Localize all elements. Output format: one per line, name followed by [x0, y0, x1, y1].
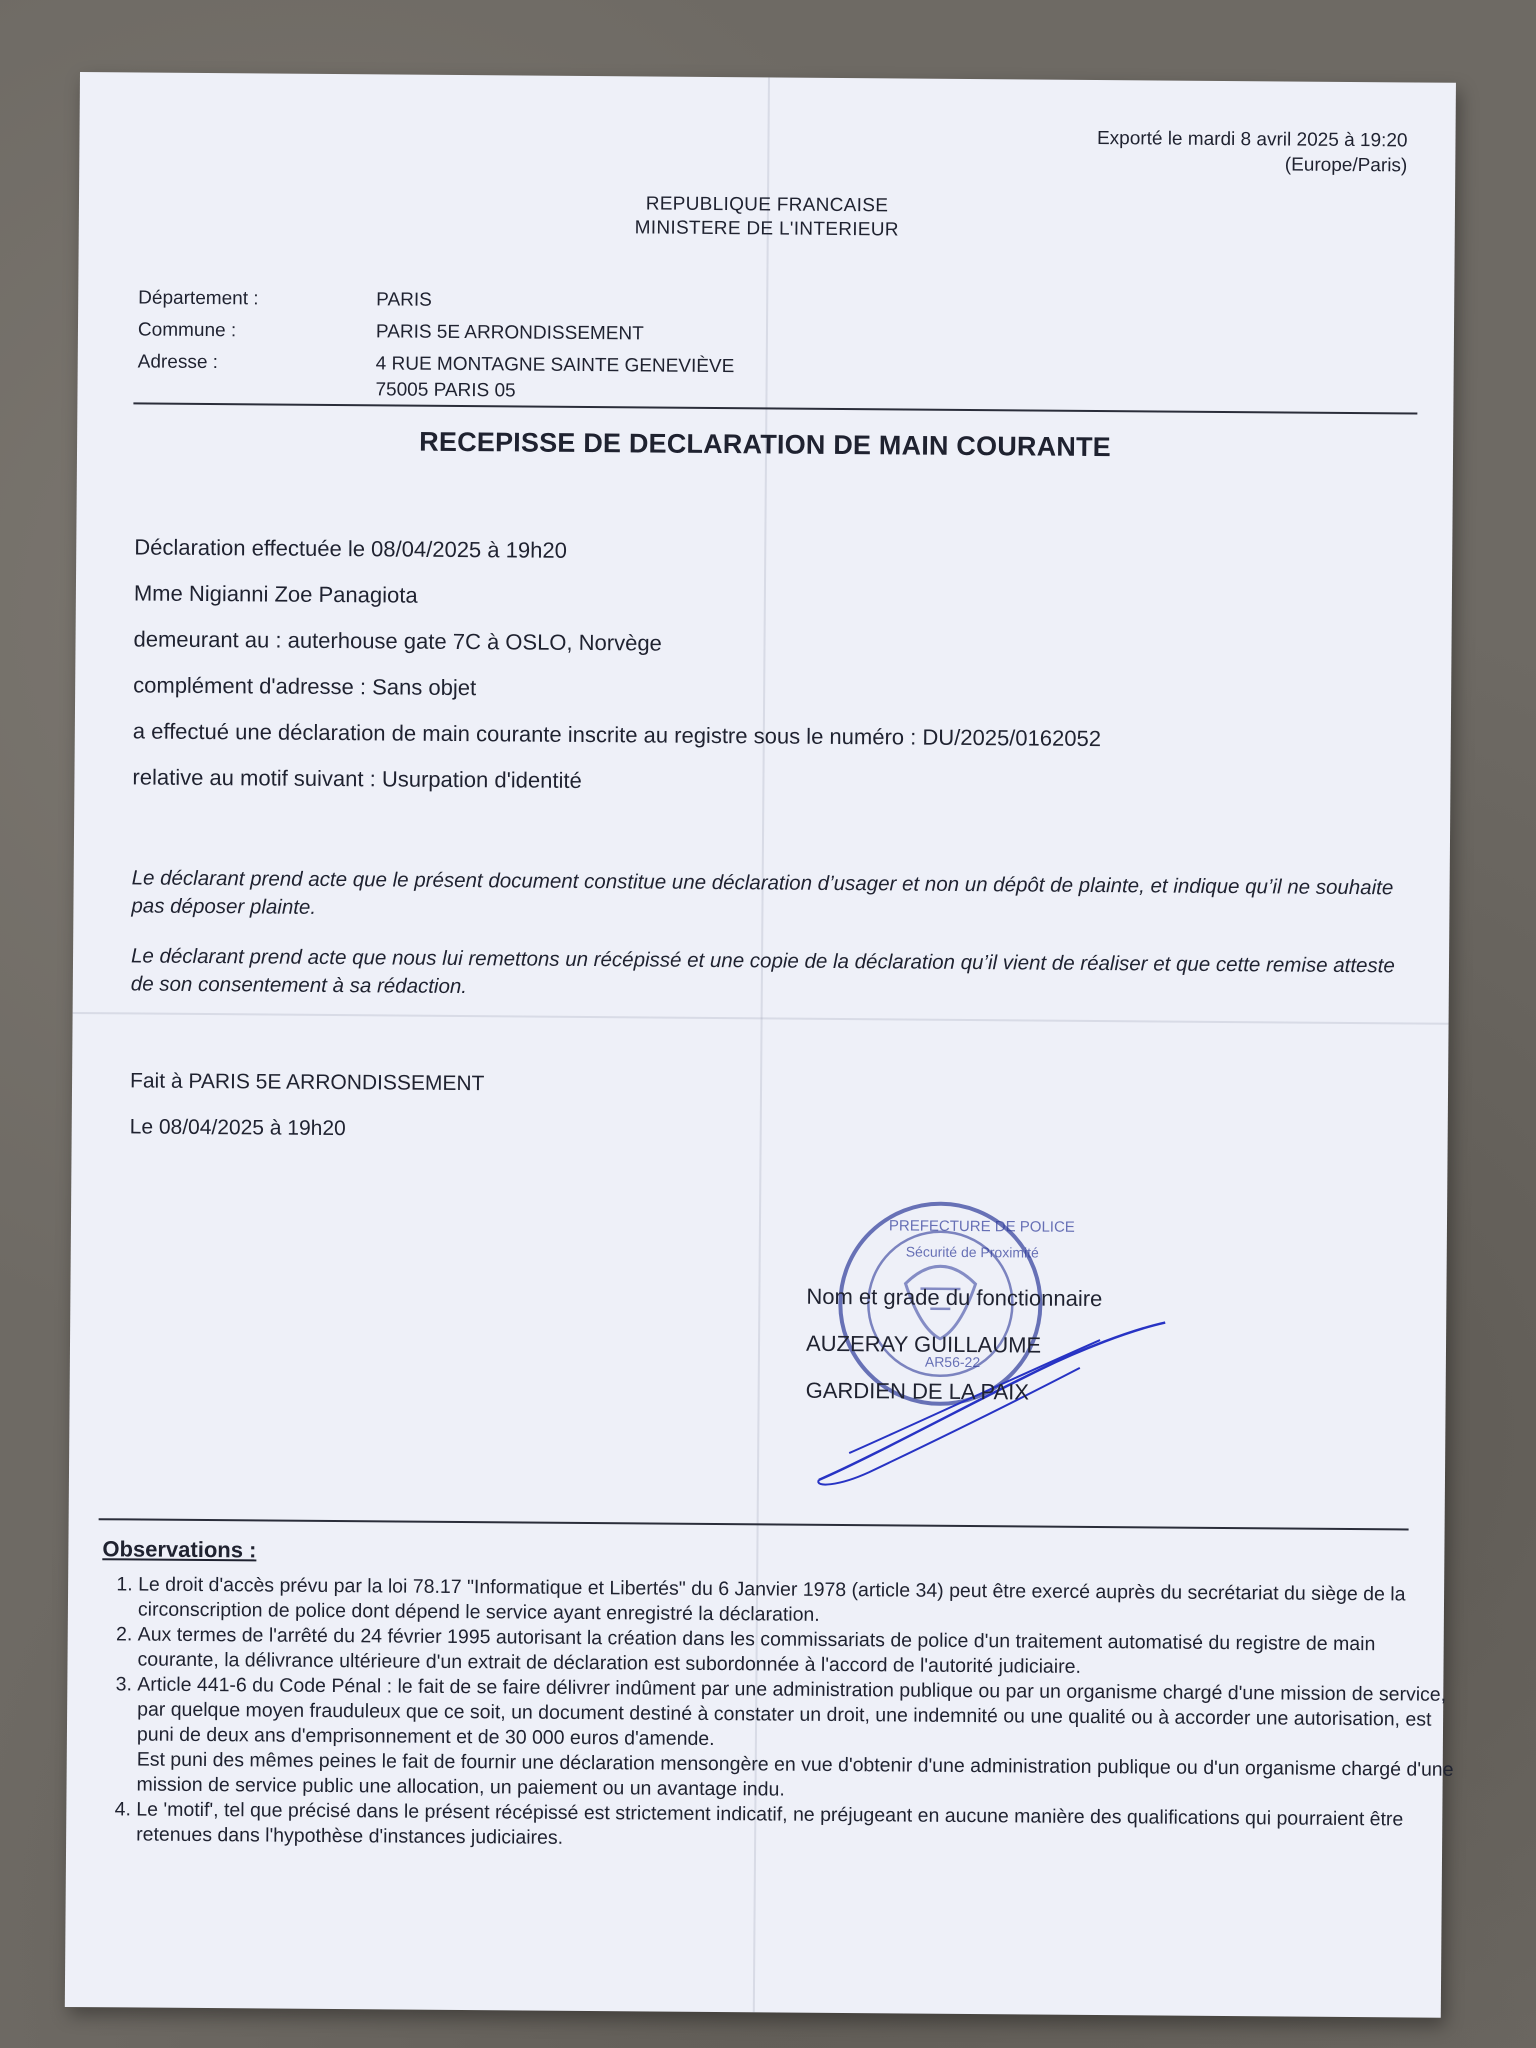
commune-row — [138, 314, 735, 351]
officer-signature-block — [805, 1273, 1102, 1416]
header-divider — [133, 402, 1417, 414]
issuer-header — [79, 188, 1455, 247]
export-line: Exporté le mardi 8 avril 2025 à 19:20 — [1096, 127, 1408, 152]
officer-grade: GARDIEN DE LA PAIX — [805, 1377, 1030, 1405]
adresse-street: 4 RUE MONTAGNE SAINTE GENEVIÈVE — [375, 353, 735, 378]
commune-value: PARIS 5E ARRONDISSEMENT — [375, 321, 644, 345]
header-republic: REPUBLIQUE FRANCAISE — [645, 193, 889, 217]
observation-item: 4. Le 'motif', tel que précisé dans le présent récépissé est strictement indicatif, ne préjugeant en aucune manière des qualifications qui pourraient être retenues dans l'hypothèse d'instances judiciaires. — [136, 1797, 1456, 1857]
officer-name: AUZERAY GUILLAUME — [805, 1330, 1042, 1358]
adresse-value — [375, 348, 734, 406]
document-title: RECEPISSE DE DECLARATION DE MAIN COURANTE — [419, 426, 1112, 463]
observations-divider — [99, 1518, 1409, 1530]
observation-text-continued: Est puni des mêmes peines le fait de fournir une déclaration mensongère en vue d'obtenir d'une administration publique ou d'un organisme chargé d'une mission de service public une allocation, un paiement ou un avantage indu. — [136, 1748, 1454, 1801]
notice-receipt: Le déclarant prend acte que nous lui remettons un récépissé et une copie de la déclaration qu’il vient de réaliser et que cette remise atteste de son consentement à sa rédaction. — [130, 944, 1395, 999]
declaration-block — [132, 534, 1102, 818]
register-number: a effectué une déclaration de main courante inscrite au registre sous le numéro : DU/2025/0162052 — [132, 718, 1102, 752]
document-sheet — [65, 72, 1456, 2018]
stamp-code-text: AR56-22 — [924, 1353, 981, 1371]
departement-row — [138, 282, 735, 319]
observation-text: Article 441-6 du Code Pénal : le fait de se faire délivrer indûment par une administration publique ou par un organisme chargé d'une mission de service, par quelque moyen frauduleux que ce soit, un document destiné à constater un droit, une indemnité ou une qualité ou à accorder une autorisation, est puni de deux ans d'emprisonnement et de 30 000 euros d'amende. — [136, 1673, 1447, 1751]
declaration-date: Déclaration effectuée le 08/04/2025 à 19h20 — [134, 534, 567, 563]
date-line: Le 08/04/2025 à 19h20 — [129, 1115, 346, 1141]
departement-label: Département : — [138, 287, 259, 310]
observations-list — [100, 1572, 1458, 1858]
place-line: Fait à PARIS 5E ARRONDISSEMENT — [129, 1069, 485, 1096]
place-date-block — [130, 1058, 485, 1153]
address-complement: complément d'adresse : Sans objet — [133, 672, 477, 701]
observation-item — [136, 1673, 1457, 1808]
adresse-row — [137, 346, 734, 406]
officer-label: Nom et grade du fonctionnaire — [806, 1283, 1103, 1312]
departement-value: PARIS — [376, 289, 432, 311]
notice-no-complaint: Le déclarant prend acte que le présent document constitue une déclaration d’usager et non un dépôt de plainte, et indique qu’il ne souhaite pas déposer plainte. — [131, 866, 1394, 919]
export-timezone: (Europe/Paris) — [1284, 154, 1408, 177]
header-ministry: MINISTERE DE L'INTERIEUR — [634, 217, 899, 241]
declaration-motive: relative au motif suivant : Usurpation d'identité — [132, 764, 582, 793]
adresse-city: 75005 PARIS 05 — [375, 379, 516, 402]
stamp-inner-text: Sécurité de Proximité — [905, 1243, 1039, 1261]
declarant-address: demeurant au : auterhouse gate 7C à OSLO, Norvège — [133, 626, 662, 656]
location-block — [137, 282, 735, 406]
declarant-name: Mme Nigianni Zoe Panagiota — [133, 580, 418, 608]
adresse-label: Adresse : — [137, 351, 219, 374]
observations-title: Observations : — [102, 1536, 257, 1563]
observation-item: 2. Aux termes de l'arrêté du 24 février 1995 autorisant la création dans les commissariats de police d'un traitement automatisé du registre de main courante, la délivrance ultérieure d'un extrait de déclaration est subordonnée à l'accord de l'autorité judiciaire. — [137, 1623, 1457, 1683]
stamp-top-text: PREFECTURE DE POLICE — [888, 1217, 1075, 1236]
commune-label: Commune : — [137, 319, 237, 342]
export-timestamp — [1097, 126, 1408, 178]
observation-item: 1. Le droit d'accès prévu par la loi 78.17 "Informatique et Libertés" du 6 Janvier 1978 (article 34) peut être exercé auprès du secrétariat du siège de la circonscription de police dont dépend le service ayant enregistré la déclaration. — [138, 1573, 1458, 1633]
